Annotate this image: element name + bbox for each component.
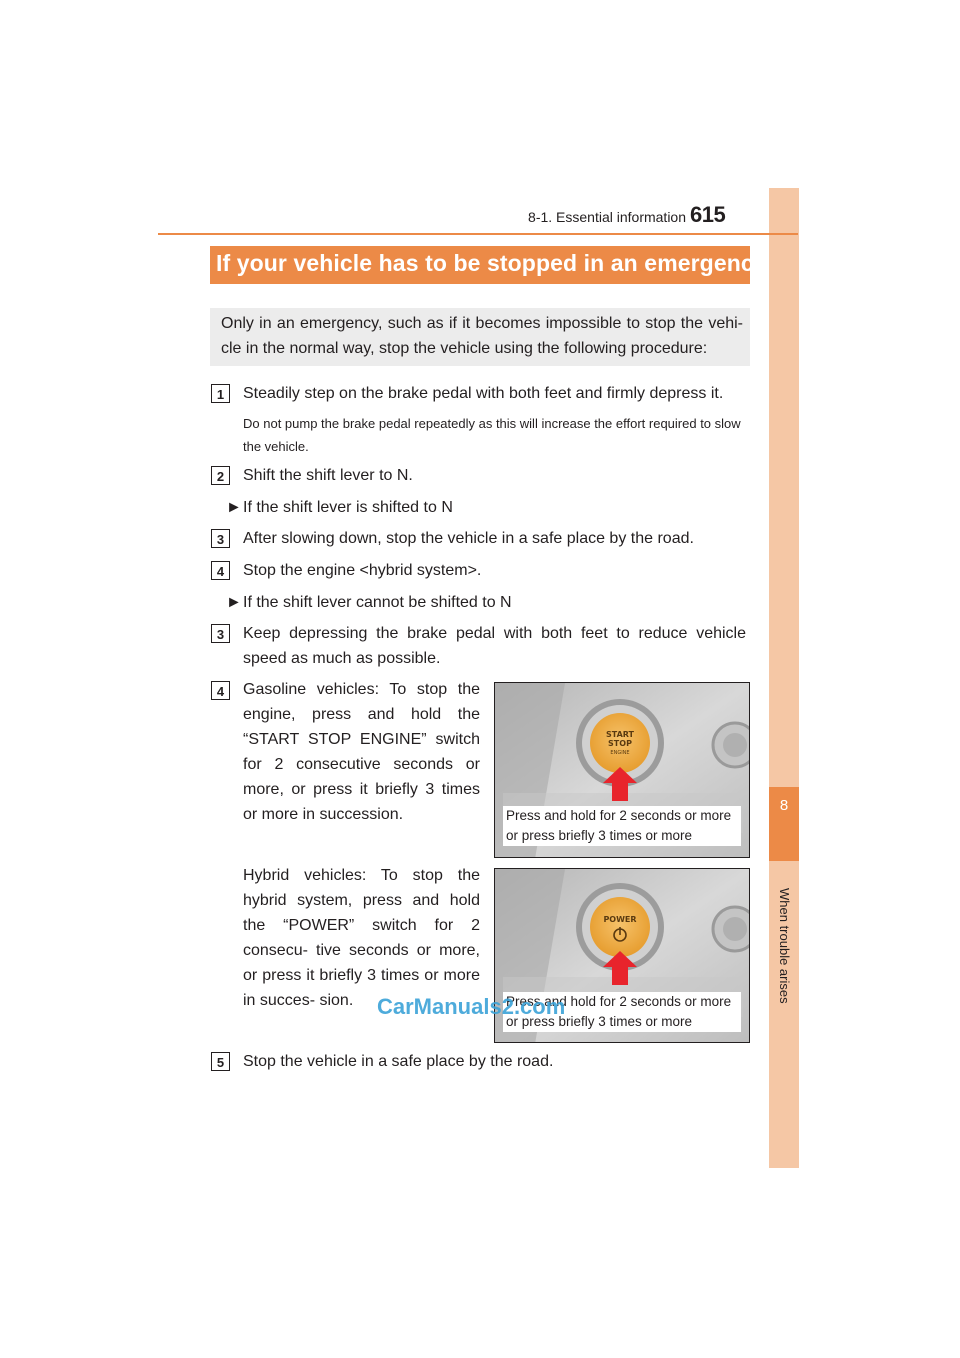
step-1-note: Do not pump the brake pedal repeatedly as this will increase the effort required to slow the vehicle. xyxy=(243,416,741,454)
page-number: 615 xyxy=(690,202,726,227)
header-rule xyxy=(158,233,798,235)
chapter-label: When trouble arises xyxy=(777,888,792,1004)
page-title: If your vehicle has to be stopped in an emergency xyxy=(216,250,767,276)
condition-not-shifted: If the shift lever cannot be shifted to N xyxy=(243,594,512,611)
step-4-badge: 4 xyxy=(211,561,230,580)
intro-text: Only in an emergency, such as if it becomes impossible to stop the vehi- cle in the normal way, stop the vehicle using the following procedure: xyxy=(221,315,743,357)
step-3b-badge: 3 xyxy=(211,624,230,643)
step-4b-gasoline: Gasoline vehicles: To stop the engine, press and hold the “START STOP ENGINE” switch for 2 consecutive seconds or more, or press it briefly 3 times or more in succession. xyxy=(243,681,480,823)
condition-shifted: If the shift lever is shifted to N xyxy=(243,499,453,516)
watermark: CarManuals2.com xyxy=(377,994,566,1019)
svg-text:ENGINE: ENGINE xyxy=(610,750,630,756)
step-5-badge: 5 xyxy=(211,1052,230,1071)
side-tab xyxy=(769,188,799,1168)
svg-text:STOP: STOP xyxy=(608,739,632,748)
step-3-text: After slowing down, stop the vehicle in a safe place by the road. xyxy=(243,530,694,547)
section-heading: 8-1. Essential information xyxy=(528,209,686,225)
step-3b-text: Keep depressing the brake pedal with both feet to reduce vehicle speed as much as possible. xyxy=(243,625,746,667)
image-2-caption: Press and hold for 2 seconds or more or press briefly 3 times or more xyxy=(503,992,741,1032)
step-2-text: Shift the shift lever to N. xyxy=(243,467,413,484)
step-4b-hybrid: Hybrid vehicles: To stop the hybrid system, press and hold the “POWER” switch for 2 consecu- tive seconds or more, or press it briefly 3 times or more in succes- sion. xyxy=(243,867,480,1009)
step-4-text: Stop the engine <hybrid system>. xyxy=(243,562,482,579)
svg-text:POWER: POWER xyxy=(603,915,637,924)
bullet-triangle-icon: ► xyxy=(226,499,242,516)
chapter-number: 8 xyxy=(779,797,789,814)
step-1-text: Steadily step on the brake pedal with both feet and firmly depress it. xyxy=(243,385,724,402)
step-2-badge: 2 xyxy=(211,466,230,485)
bullet-triangle-icon: ► xyxy=(226,594,242,611)
step-3-badge: 3 xyxy=(211,529,230,548)
svg-text:START: START xyxy=(605,730,635,739)
step-4b-badge: 4 xyxy=(211,681,230,700)
step-5-text: Stop the vehicle in a safe place by the road. xyxy=(243,1053,554,1070)
image-1-caption: Press and hold for 2 seconds or more or press briefly 3 times or more xyxy=(503,806,741,846)
step-1-badge: 1 xyxy=(211,384,230,403)
